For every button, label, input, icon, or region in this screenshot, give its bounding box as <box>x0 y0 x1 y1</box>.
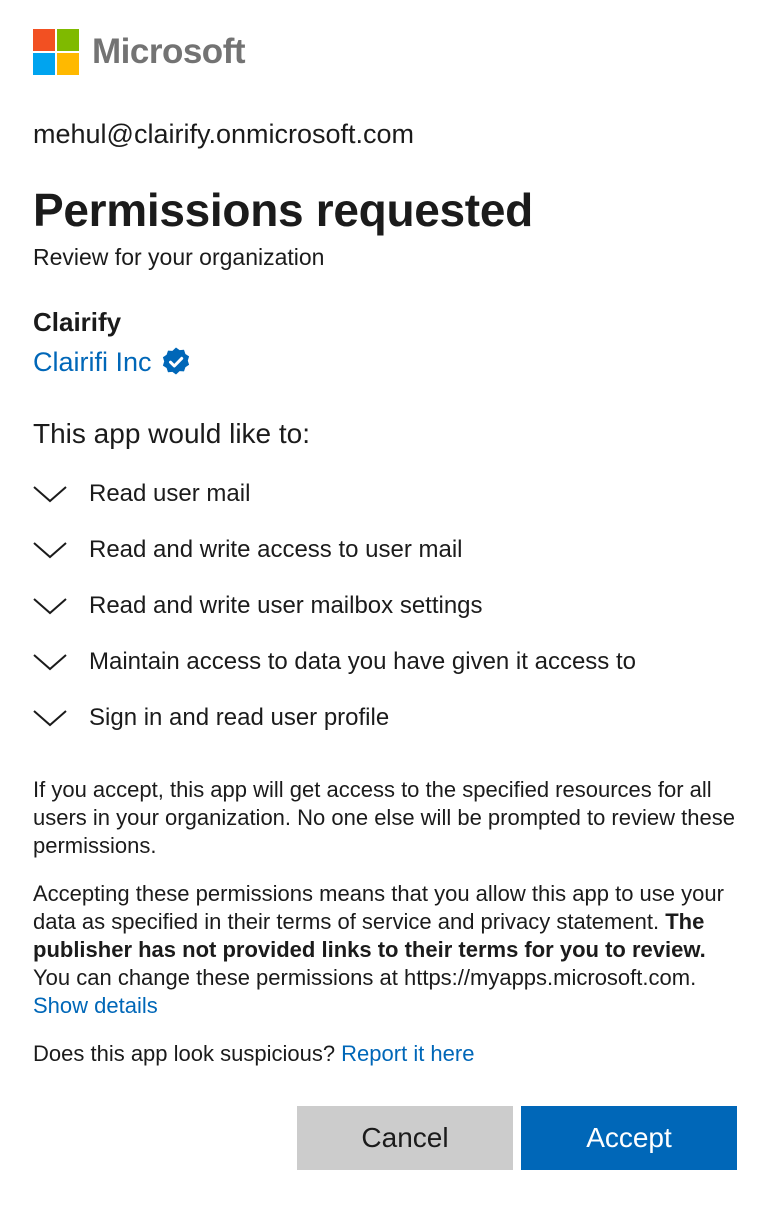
chevron-down-icon <box>33 484 67 504</box>
microsoft-logo-icon <box>33 29 79 75</box>
permissions-list <box>33 466 737 746</box>
logo-wordmark: Microsoft <box>92 32 245 71</box>
permission-label: Read user mail <box>89 480 251 507</box>
app-name: Clairify <box>33 307 122 337</box>
terms-text-change: You can change these permissions at https://myapps.microsoft.com. <box>33 965 697 990</box>
permission-item-sign-in-profile[interactable] <box>33 690 737 746</box>
accept-button[interactable]: Accept <box>521 1106 737 1170</box>
terms-warning: The publisher has not provided links to their terms for you to review. <box>33 909 706 962</box>
verified-badge-icon <box>160 346 192 378</box>
cancel-button[interactable]: Cancel <box>297 1106 513 1170</box>
terms-text: Accepting these permissions means that you allow this app to use your data as specified in their terms of service and privacy statement. <box>33 881 724 934</box>
consent-dialog <box>33 0 737 1206</box>
microsoft-logo <box>33 28 245 76</box>
terms-notice <box>33 880 737 1020</box>
suspicious-text: Does this app look suspicious? <box>33 1041 342 1066</box>
permission-item-read-mail[interactable] <box>33 466 737 522</box>
permission-item-readwrite-mail[interactable] <box>33 522 737 578</box>
permission-label: Sign in and read user profile <box>89 704 390 731</box>
publisher-name: Clairifi Inc <box>33 347 152 377</box>
chevron-down-icon <box>33 708 67 728</box>
page-title: Permissions requested <box>33 184 533 236</box>
page-subtitle: Review for your organization <box>33 244 325 270</box>
permission-item-offline-access[interactable] <box>33 634 737 690</box>
account-email: mehul@clairify.onmicrosoft.com <box>33 119 415 149</box>
publisher-link[interactable] <box>33 344 192 380</box>
show-details-link[interactable]: Show details <box>33 993 158 1018</box>
permission-label: Read and write access to user mail <box>89 536 463 563</box>
chevron-down-icon <box>33 540 67 560</box>
permission-label: Maintain access to data you have given it access to <box>89 648 636 675</box>
chevron-down-icon <box>33 596 67 616</box>
permission-item-mailbox-settings[interactable] <box>33 578 737 634</box>
permission-label: Read and write user mailbox settings <box>89 592 483 619</box>
permissions-heading: This app would like to: <box>33 418 311 449</box>
chevron-down-icon <box>33 652 67 672</box>
org-consent-notice: If you accept, this app will get access to the specified resources for all users in your organization. No one else will be prompted to review these permissions. <box>33 777 735 858</box>
suspicious-notice <box>33 1040 737 1068</box>
report-link[interactable]: Report it here <box>341 1041 475 1066</box>
